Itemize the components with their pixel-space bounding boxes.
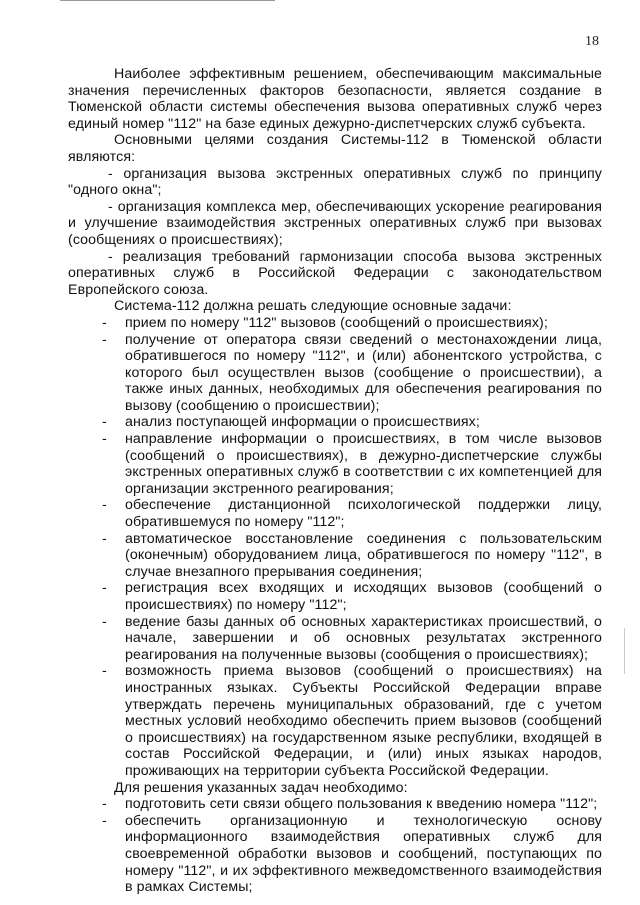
requirement-text: подготовить сети связи общего пользования к введению номера "112"; <box>125 796 598 813</box>
list-marker: - <box>102 613 107 630</box>
task-item <box>68 332 602 415</box>
list-marker: - <box>102 331 107 348</box>
goal-item: - организация комплекса мер, обеспечивающих ускорение реагирования и улучшение взаимодействия экстренных оперативных служб при вызовах (сообщениях о происшествиях); <box>68 198 602 248</box>
task-text: получение от оператора связи сведений о местонахождении лица, обратившегося по номеру "112", и (или) абонентского устройства, с которого был осуществлен вызов (сообщение о происшествии), а также иных данных, необходимых для обеспечения реагирования по вызову (сообщению о происшествии); <box>125 331 602 414</box>
list-marker: - <box>102 663 107 680</box>
tasks-list <box>68 315 602 780</box>
task-item <box>68 414 602 431</box>
list-marker: - <box>102 497 107 514</box>
list-marker: - <box>102 431 107 448</box>
scan-artifact-mark <box>624 628 625 674</box>
task-item <box>68 663 602 779</box>
goal-item: - организация вызова экстренных оперативных служб по принципу "одного окна"; <box>68 165 602 199</box>
requirements-heading: Для решения указанных задач необходимо: <box>114 779 408 796</box>
task-item <box>68 614 602 664</box>
tasks-heading: Система-112 должна решать следующие основные задачи: <box>114 298 512 315</box>
scan-edge-line <box>60 0 275 1</box>
intro-paragraph: Наиболее эффективным решением, обеспечивающим максимальные значения перечисленных факторов безопасности, является создание в Тюменской области системы обеспечения вызова оперативных служб через единый номер "112" на базе единых дежурно-диспетчерских служб субъекта. <box>68 66 602 132</box>
task-text: обеспечение дистанционной психологической поддержки лицу, обратившемуся по номеру "112"; <box>125 497 602 531</box>
task-item <box>68 580 602 613</box>
task-item <box>68 431 602 497</box>
page-number: 18 <box>585 34 599 49</box>
list-marker: - <box>102 812 107 829</box>
task-text: возможность приема вызовов (сообщений о происшествиях) на иностранных языках. Субъекты Российской Федерации вправе утверждать перечень муниципальных образований, где с учетом местных условий необходимо обеспечить прием вызовов (сообщений о происшествиях) на государственном языке республики, входящей в состав Российской Федерации, и (или) иных языках народов, проживающих на территории субъекта Российской Федерации. <box>125 663 602 779</box>
requirement-item <box>68 813 602 896</box>
requirement-text: обеспечить организационную и технологическую основу информационного взаимодействия оперативных служб для своевременной обработки вызовов и сообщений, поступающих по номеру "112", и их эффективного межведомственного взаимодействия в рамках Системы; <box>125 812 602 896</box>
goal-item: - реализация требований гармонизации способа вызова экстренных оперативных служб в Российской Федерации с законодательством Европейского союза. <box>68 248 602 298</box>
goals-heading: Основными целями создания Системы-112 в Тюменской области являются: <box>68 132 602 165</box>
list-marker: - <box>102 580 107 597</box>
list-marker: - <box>102 414 107 431</box>
list-marker: - <box>102 314 107 331</box>
task-item <box>68 315 602 332</box>
list-marker: - <box>102 530 107 547</box>
list-marker: - <box>102 796 107 813</box>
task-text: прием по номеру "112" вызовов (сообщений о происшествиях); <box>125 314 548 331</box>
task-text: ведение базы данных об основных характеристиках происшествий, о начале, завершении и об основных результатах экстренного реагирования на полученные вызовы (сообщения о происшествиях); <box>125 613 602 663</box>
task-item <box>68 531 602 581</box>
task-text: анализ поступающей информации о происшествиях; <box>125 414 480 431</box>
task-text: направление информации о происшествиях, в том числе вызовов (сообщений о происшествиях), в дежурно-диспетчерские службы экстренных оперативных служб в соответствии с их компетенцией для организации экстренного реагирования; <box>125 431 602 497</box>
task-item <box>68 497 602 530</box>
task-text: автоматическое восстановление соединения с пользовательским (оконечным) оборудованием лица, обратившегося по номеру "112", в случае внезапного прерывания соединения; <box>125 530 602 580</box>
task-text: регистрация всех входящих и исходящих вызовов (сообщений о происшествиях) по номеру "112"; <box>125 580 602 613</box>
requirements-list <box>68 796 602 896</box>
document-body <box>68 66 602 896</box>
requirement-item <box>68 796 602 813</box>
